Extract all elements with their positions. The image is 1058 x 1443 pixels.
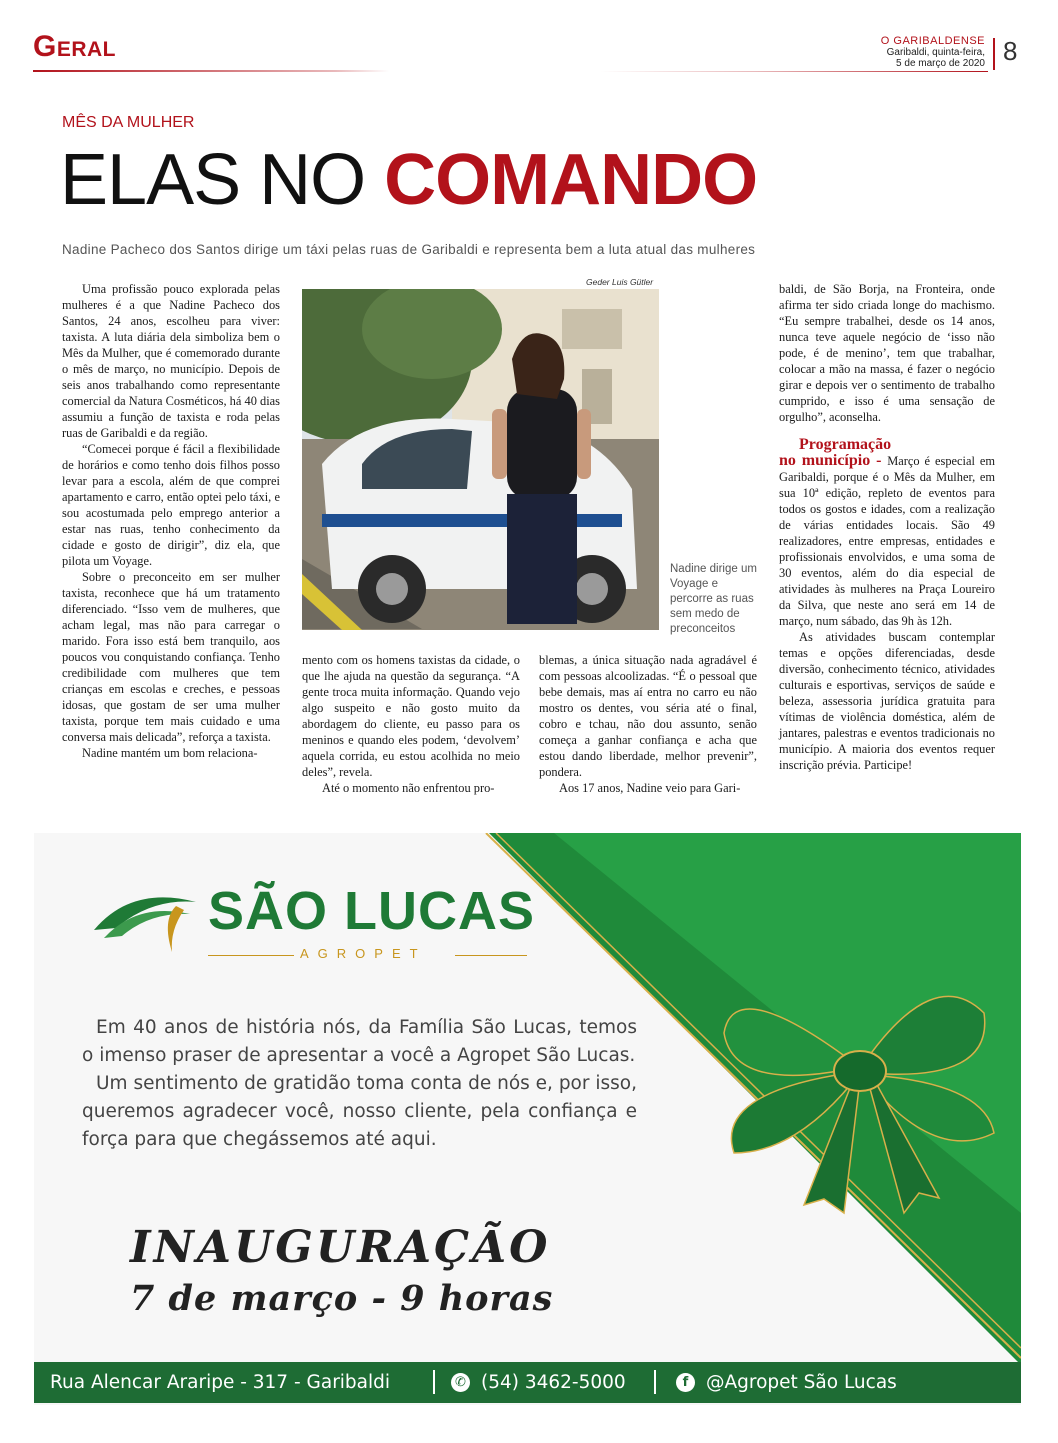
contact-separator (433, 1370, 435, 1394)
paragraph: “Comecei porque é fácil a flexibilidade de horários e como tenho dois filhos posso levar para a escola, além de que comprei apartamento e carro, então optei pelo táxi, e sou acostumada pelo emprego anterior a estar nas ruas, tenho conhecimento da cidade e gosto de dirigir”, diz ela, que pilota um Voyage. (62, 442, 280, 568)
contact-separator (654, 1370, 656, 1394)
paragraph: Uma profissão pouco explorada pelas mulheres é a que Nadine Pacheco dos Santos, 24 anos, escolheu para viver: taxista. A luta diária dela simboliza bem o Mês da Mulher, que é comemorado durante o mês de março, no município. Depois de seis anos trabalhando como representante comercial da Natura Cosméticos, há 40 dias assumiu a função de taxista e roda pelas ruas de Garibaldi e da região. (62, 282, 280, 440)
headline-part-2: COMANDO (384, 140, 758, 220)
ad-inauguration-title: INAUGURAÇÃO (130, 1222, 551, 1273)
paragraph: blemas, a única situação nada agradável é com pessoas alcoolizadas. “É o pessoal que bebe demais, mas aí entra no carro eu não mostro os dentes, vou séria até o final, cobro e tchau, não dou assunto, senão começa a ganhar confiança e acha que estou dando liberdade, melhor prevenir”, pondera. (539, 653, 757, 779)
brand-sub-rule-right (455, 955, 527, 956)
article-headline (60, 140, 757, 220)
page-number-separator (993, 38, 995, 70)
paragraph: Nadine mantém um bom relaciona- (82, 746, 258, 760)
article-column-2 (302, 652, 520, 796)
paragraph: baldi, de São Borja, na Fronteira, onde afirma ter sido criada longe do machismo. “Eu sempre trabalhei, desde os 14 anos, nunca teve aquele negócio de ‘isso não pode, é de menino’, tem que trabalhar, colocar a mão na massa, é fazer o negócio girar e depois ver o sentimento de trabalho cumprido, e isso é uma sensação de orgulho”, aconselha. (779, 282, 995, 424)
phone-icon: ✆ (451, 1373, 470, 1392)
article-kicker: MÊS DA MULHER (62, 114, 195, 131)
ad-phone: (54) 3462-5000 (481, 1372, 626, 1393)
ad-address: Rua Alencar Araripe - 317 - Garibaldi (50, 1372, 391, 1393)
headline-part-1: ELAS NO (60, 140, 385, 220)
paper-name: O GARIBALDENSE (880, 35, 985, 47)
paragraph: As atividades buscam contemplar temas e opções diferenciadas, desde diversão, conhecimento técnico, atividades culturais e esportivas, serviços de saúde e beleza, assessoria jurídica gratuita para vítimas de violência doméstica, além de jantares, palestras e eventos tradicionais no município. A maioria dos eventos requer inscrição prévia. Participe! (779, 630, 995, 772)
ad-facebook: @Agropet São Lucas (706, 1372, 897, 1393)
programacao-heading-2: no município - (779, 452, 888, 469)
paper-info (881, 36, 985, 69)
facebook-icon: f (676, 1373, 695, 1392)
ad-message-paragraph: Um sentimento de gratidão toma conta de nós e, por isso, queremos agradecer você, nosso cliente, pela confiança e força para que chegássemos até aqui. (82, 1073, 637, 1150)
header-rule-right (600, 71, 988, 72)
sao-lucas-logo-icon (92, 880, 200, 960)
article-photo (302, 289, 659, 630)
page-number: 8 (1003, 36, 1018, 66)
taxi-photo-illustration (302, 289, 659, 630)
ad-brand-name: SÃO LUCAS (208, 881, 536, 941)
programacao-heading-1: Programação (799, 436, 892, 453)
photo-credit: Geder Luis Gütler (586, 277, 654, 287)
programacao-paragraph (779, 437, 995, 629)
article-column-3 (539, 652, 757, 796)
paragraph: Aos 17 anos, Nadine veio para Gari- (559, 781, 741, 795)
header-rule (33, 70, 389, 72)
article-column-1 (62, 281, 280, 761)
paper-dateline: Garibaldi, quinta-feira, (886, 47, 985, 58)
paragraph: mento com os homens taxistas da cidade, o que lhe ajuda na questão da segurança. “A gente troca muita informação. Quando vejo algo suspeito e não gosto muito da abordagem do cliente, eu passo para os meninos e quando eles podem, ‘devolvem’ aquela corrida, eu estou acolhida no meio deles”, revela. (302, 653, 520, 779)
programacao-text: Março é especial em Garibaldi, porque é o Mês da Mulher, em sua 10ª edição, repleto de eventos para todos os gostos e idades, com a realização de várias entidades locais. São 49 realizadores, entre empresas, entidades e profissionais envolvidos, e uma soma de 30 eventos, além do dia especial de atividades às mulheres na Praça Loureiro da Silva, que neste ano será em 14 de março, num sábado, das 9h às 12h. (779, 454, 996, 628)
ad-brand-sub: AGROPET (300, 946, 427, 961)
article-subtitle: Nadine Pacheco dos Santos dirige um táxi pelas ruas de Garibaldi e representa bem a luta atual das mulheres (62, 242, 756, 257)
paragraph: Até o momento não enfrentou pro- (322, 781, 495, 795)
brand-sub-rule-left (208, 955, 294, 956)
photo-caption: Nadine dirige um Voyage e percorre as ruas sem medo de preconceitos (670, 563, 757, 635)
section-name: Geral (33, 30, 117, 63)
article-column-4 (779, 281, 995, 773)
ad-inauguration-date: 7 de março - 9 horas (130, 1278, 554, 1319)
ad-message-paragraph: Em 40 anos de história nós, da Família São Lucas, temos o imenso praser de apresentar a você a Agropet São Lucas. (82, 1017, 637, 1066)
ad-message (82, 1014, 637, 1154)
paper-date: 5 de março de 2020 (896, 58, 985, 69)
paragraph: Sobre o preconceito em ser mulher taxista, reconhece que há um tratamento diferenciado. “Isso vem de mulheres, que acham legal, mas não para carregar o marido. Fora isso está bem tranquilo, aos poucos vou conquistando confiança. Tenho credibilidade com mulheres que tem crianças em escolas e creches, e pessoas idosas, que gostam de ser uma mulher taxista, porque tem mais cuidado e uma conversa mais delicada”, reforça a taxista. (62, 570, 280, 744)
